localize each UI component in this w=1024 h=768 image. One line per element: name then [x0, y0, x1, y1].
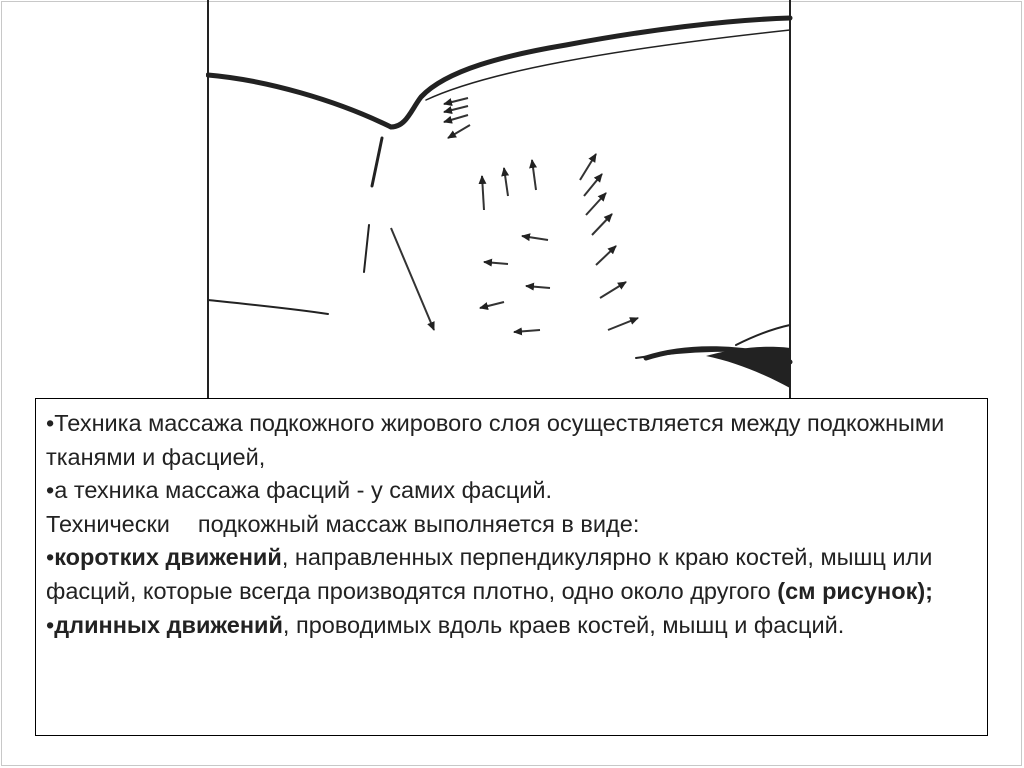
short-arrow: [526, 286, 550, 288]
bullet: •: [46, 544, 55, 571]
bullet: •: [46, 477, 55, 504]
text-line-2: а техника массажа фасций - у самих фасций.: [54, 477, 553, 504]
paragraph-short-movements: [46, 541, 977, 608]
short-arrow: [586, 193, 606, 215]
short-arrow: [600, 282, 626, 298]
paragraph-3: [46, 508, 977, 542]
short-arrow: [444, 106, 468, 112]
short-arrow: [608, 318, 638, 330]
short-movements-text: , направленных перпендикулярно к краю костей, мышц или фасций, которые всегда производятся плотно, одно около другого: [46, 544, 933, 604]
short-arrow: [444, 115, 468, 122]
long-movements-text: , проводимых вдоль краев костей, мышц и фасций.: [282, 611, 845, 638]
description-text-box: [35, 398, 988, 736]
bullet: •: [46, 611, 55, 638]
short-arrow: [596, 246, 616, 265]
bullet: •: [46, 410, 55, 436]
massage-illustration: [206, 0, 794, 398]
short-arrow: [522, 236, 548, 240]
short-arrow: [580, 154, 596, 180]
stroke-arrows: [391, 98, 638, 332]
text-line-3a: Технически: [46, 510, 170, 537]
paragraph-long-movements: [46, 609, 977, 643]
short-arrow: [504, 168, 508, 196]
short-movements-heading: коротких движений: [54, 544, 282, 571]
body-contour: [208, 18, 790, 362]
long-arrow: [391, 228, 434, 330]
short-arrow: [514, 330, 540, 332]
text-line-1: Техника массажа подкожного жирового слоя осуществляется между подкожными тканями и фасцией,: [46, 410, 945, 470]
short-arrow: [444, 98, 468, 104]
short-arrow: [592, 214, 612, 235]
short-arrow: [482, 176, 484, 210]
paragraph-2: [46, 474, 977, 508]
paragraph-1: [46, 407, 977, 474]
long-movements-heading: длинных движений: [54, 611, 283, 638]
short-arrow: [532, 160, 536, 190]
see-figure-note: (см рисунок);: [777, 577, 933, 604]
short-arrow: [484, 262, 508, 264]
short-arrow: [448, 125, 470, 138]
leg-shadow: [706, 347, 790, 388]
short-arrow: [480, 302, 504, 308]
text-line-3b: подкожный массаж выполняется в виде:: [197, 510, 640, 537]
short-arrow: [584, 174, 602, 196]
